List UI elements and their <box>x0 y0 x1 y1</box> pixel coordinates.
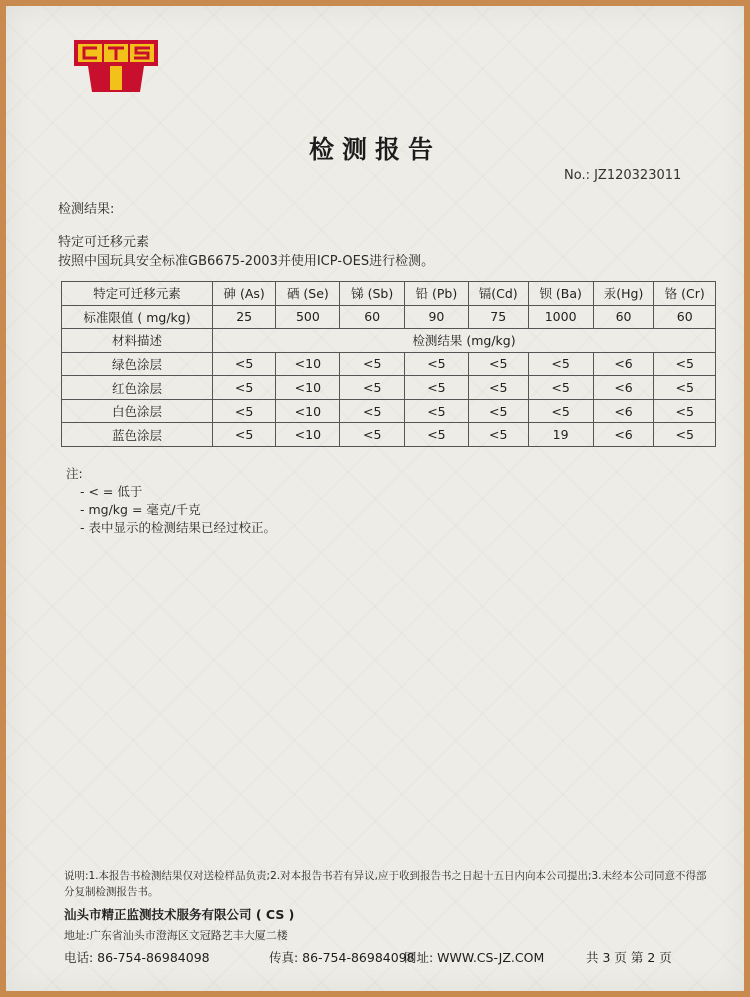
report-sheet <box>6 6 744 991</box>
result-cell: <5 <box>340 352 405 376</box>
material-cell: 红色涂层 <box>62 376 213 400</box>
material-label: 材料描述 <box>62 329 213 353</box>
material-header-row <box>62 329 716 353</box>
element-header: 钡 (Ba) <box>528 282 593 306</box>
result-cell: <5 <box>654 399 716 423</box>
result-label: 检测结果 (mg/kg) <box>213 329 716 353</box>
fax-number: 传真: 86-754-86984098 <box>269 950 415 965</box>
result-cell: <5 <box>340 376 405 400</box>
result-cell: <5 <box>468 399 528 423</box>
table-row <box>62 423 716 447</box>
result-cell: 19 <box>528 423 593 447</box>
result-cell: <5 <box>404 376 468 400</box>
section-heading: 检测结果: <box>58 202 115 217</box>
limit-cell: 60 <box>654 305 716 329</box>
material-cell: 白色涂层 <box>62 399 213 423</box>
result-cell: <5 <box>404 423 468 447</box>
result-cell: <10 <box>276 376 340 400</box>
table-row <box>62 399 716 423</box>
result-cell: <5 <box>468 352 528 376</box>
table-header-label: 特定可迁移元素 <box>62 282 213 306</box>
company-address: 地址:广东省汕头市澄海区文冠路艺丰大厦二楼 <box>64 929 288 942</box>
element-header: 铬 (Cr) <box>654 282 716 306</box>
element-header: 铅 (Pb) <box>404 282 468 306</box>
result-cell: <5 <box>340 423 405 447</box>
result-cell: <5 <box>528 376 593 400</box>
result-cell: <5 <box>468 423 528 447</box>
footer-explanation: 说明:1.本报告书检测结果仅对送检样品负责;2.对本报告书若有异议,应于收到报告书之日起十五日内向本公司提出;3.未经本公司同意不得部分复制检测报告书。 <box>64 870 707 898</box>
page-indicator: 共 3 页 第 2 页 <box>586 950 672 965</box>
result-cell: <5 <box>213 423 276 447</box>
result-cell: <6 <box>593 352 654 376</box>
limit-label: 标准限值 ( mg/kg) <box>62 305 213 329</box>
element-header: 镉(Cd) <box>468 282 528 306</box>
limit-cell: 25 <box>213 305 276 329</box>
limit-cell: 1000 <box>528 305 593 329</box>
note-item: - 表中显示的检测结果已经过校正。 <box>80 520 276 535</box>
note-item: - < = 低于 <box>80 484 143 499</box>
table-header-row <box>62 282 716 306</box>
notes <box>66 465 276 537</box>
result-cell: <5 <box>213 376 276 400</box>
table-row <box>62 352 716 376</box>
notes-label: 注: <box>66 466 83 481</box>
result-cell: <10 <box>276 399 340 423</box>
results-table <box>61 281 716 447</box>
limit-cell: 90 <box>404 305 468 329</box>
limit-cell: 60 <box>593 305 654 329</box>
result-cell: <5 <box>528 352 593 376</box>
element-header: 汞(Hg) <box>593 282 654 306</box>
website-link[interactable]: 网址: WWW.CS-JZ.COM <box>404 950 545 965</box>
test-method: 按照中国玩具安全标准GB6675-2003并使用ICP-OES进行检测。 <box>58 254 435 269</box>
note-item: - mg/kg = 毫克/千克 <box>80 502 201 517</box>
result-cell: <5 <box>213 399 276 423</box>
result-cell: <5 <box>340 399 405 423</box>
result-cell: <6 <box>593 399 654 423</box>
material-cell: 绿色涂层 <box>62 352 213 376</box>
phone-number: 电话: 86-754-86984098 <box>64 950 210 965</box>
element-header: 锑 (Sb) <box>340 282 405 306</box>
result-cell: <10 <box>276 423 340 447</box>
limit-cell: 60 <box>340 305 405 329</box>
result-cell: <5 <box>404 399 468 423</box>
table-row <box>62 376 716 400</box>
section-subheading: 特定可迁移元素 <box>58 235 150 250</box>
report-number: No.: JZ120323011 <box>564 168 682 183</box>
company-name: 汕头市精正监测技术服务有限公司 ( CS ) <box>64 907 295 922</box>
result-cell: <6 <box>593 376 654 400</box>
limit-row <box>62 305 716 329</box>
limit-cell: 500 <box>276 305 340 329</box>
limit-cell: 75 <box>468 305 528 329</box>
result-cell: <5 <box>404 352 468 376</box>
result-cell: <10 <box>276 352 340 376</box>
material-cell: 蓝色涂层 <box>62 423 213 447</box>
element-header: 砷 (As) <box>213 282 276 306</box>
result-cell: <5 <box>213 352 276 376</box>
result-cell: <5 <box>654 376 716 400</box>
result-cell: <5 <box>654 423 716 447</box>
result-cell: <6 <box>593 423 654 447</box>
cts-logo <box>66 36 166 98</box>
result-cell: <5 <box>654 352 716 376</box>
report-title: 检测报告 <box>308 135 441 164</box>
result-cell: <5 <box>468 376 528 400</box>
element-header: 硒 (Se) <box>276 282 340 306</box>
result-cell: <5 <box>528 399 593 423</box>
